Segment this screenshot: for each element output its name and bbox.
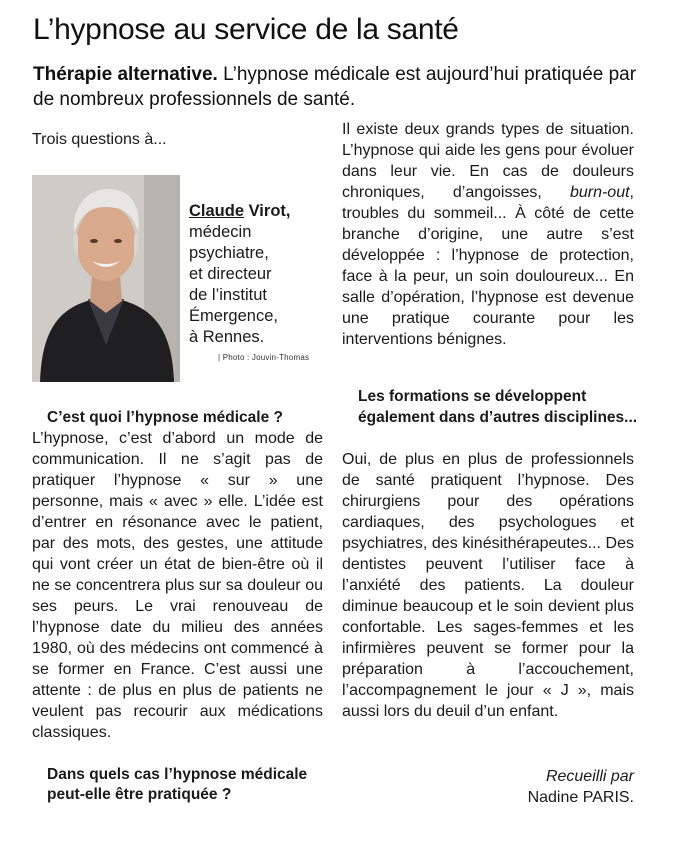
interviewee-role-line: psychiatre, [189, 244, 269, 262]
lead-text: L’hypnose médicale est aujourd’hui pratiquée par de nombreux professionnels de santé. [33, 64, 637, 110]
interviewee-role-line: Émergence, [189, 307, 278, 325]
byline [528, 766, 634, 808]
byline-author: Nadine PARIS. [527, 789, 634, 806]
interviewee-role-line: et directeur [189, 265, 272, 283]
answer-2-text-end: , troubles du sommeil... À côté de cette branche d’origine, une autre s’est développée : l’hypnose de protection, face à la peur, un soin douloureux... En salle d’opération, l’hypnose est devenue une pratique courante pour les interventions bénignes. [342, 184, 634, 348]
lead-kicker: Thérapie alternative. [33, 64, 218, 85]
interviewee-role-line: médecin [189, 223, 252, 241]
question-3: Les formations se développent également dans d’autres disciplines... [358, 388, 638, 426]
article-lead [33, 62, 648, 112]
article-title: L’hypnose au service de la santé [33, 13, 459, 46]
interviewee-caption [189, 201, 290, 348]
left-column [32, 130, 327, 803]
interviewee-role-line: à Rennes. [189, 328, 265, 346]
answer-2-text: Il existe deux grands types de situation. L’hypnose qui aide les gens pour évoluer dans leur vie. En cas de douleurs chroniques, d’angoisses, [342, 121, 634, 201]
photo-credit: | Photo : Jouvin-Thomas [218, 353, 310, 362]
interviewee-name [189, 201, 290, 222]
byline-label: Recueilli par [545, 768, 634, 785]
interviewee-role-line: de l’institut [189, 286, 267, 304]
answer-1: L’hypnose, c’est d’abord un mode de communication. Il ne s’agit pas de pratiquer l’hypnose « sur » une personne, mais « avec » elle. L’idée est d’entrer en résonance avec le patient, par des mots, des gestes, une attitude qui vont créer un état de bien-être où il ne se concentrera plus sur sa douleur ou ses peurs. Le vrai renouveau de l’hypnose date du milieu des années 1980, où des médecins ont commencé à se former en France. C’est aussi une attente : de plus en plus de patients ne veulent pas recourir aux médications classiques. [32, 430, 323, 741]
interviewee-first-name: Claude [189, 202, 245, 220]
interviewee-last-name: Virot, [244, 202, 291, 220]
portrait-image [32, 175, 180, 382]
answer-2 [342, 119, 634, 350]
interview-intro: Trois questions à... [32, 131, 167, 148]
portrait-photo [32, 175, 180, 382]
answer-2-emphasis: burn-out [569, 184, 630, 201]
question-1: C’est quoi l’hypnose médicale ? [47, 409, 283, 426]
question-2: Dans quels cas l’hypnose médicale peut-elle être pratiquée ? [47, 766, 308, 803]
answer-3: Oui, de plus en plus de professionnels de santé pratiquent l’hypnose. Des chirurgiens pour des opérations cardiaques, des psychologues et psychiatres, des kinésithérapeutes... Des dentistes peuvent l’utiliser face à l’anxiété des patients. La douleur diminue beaucoup et le soin devient plus confortable. Les sages-femmes et les infirmières peuvent se former pour la préparation à l’accouchement, l’accompagnement le jour « J », mais aussi lors du deuil d’un enfant. [342, 451, 634, 720]
